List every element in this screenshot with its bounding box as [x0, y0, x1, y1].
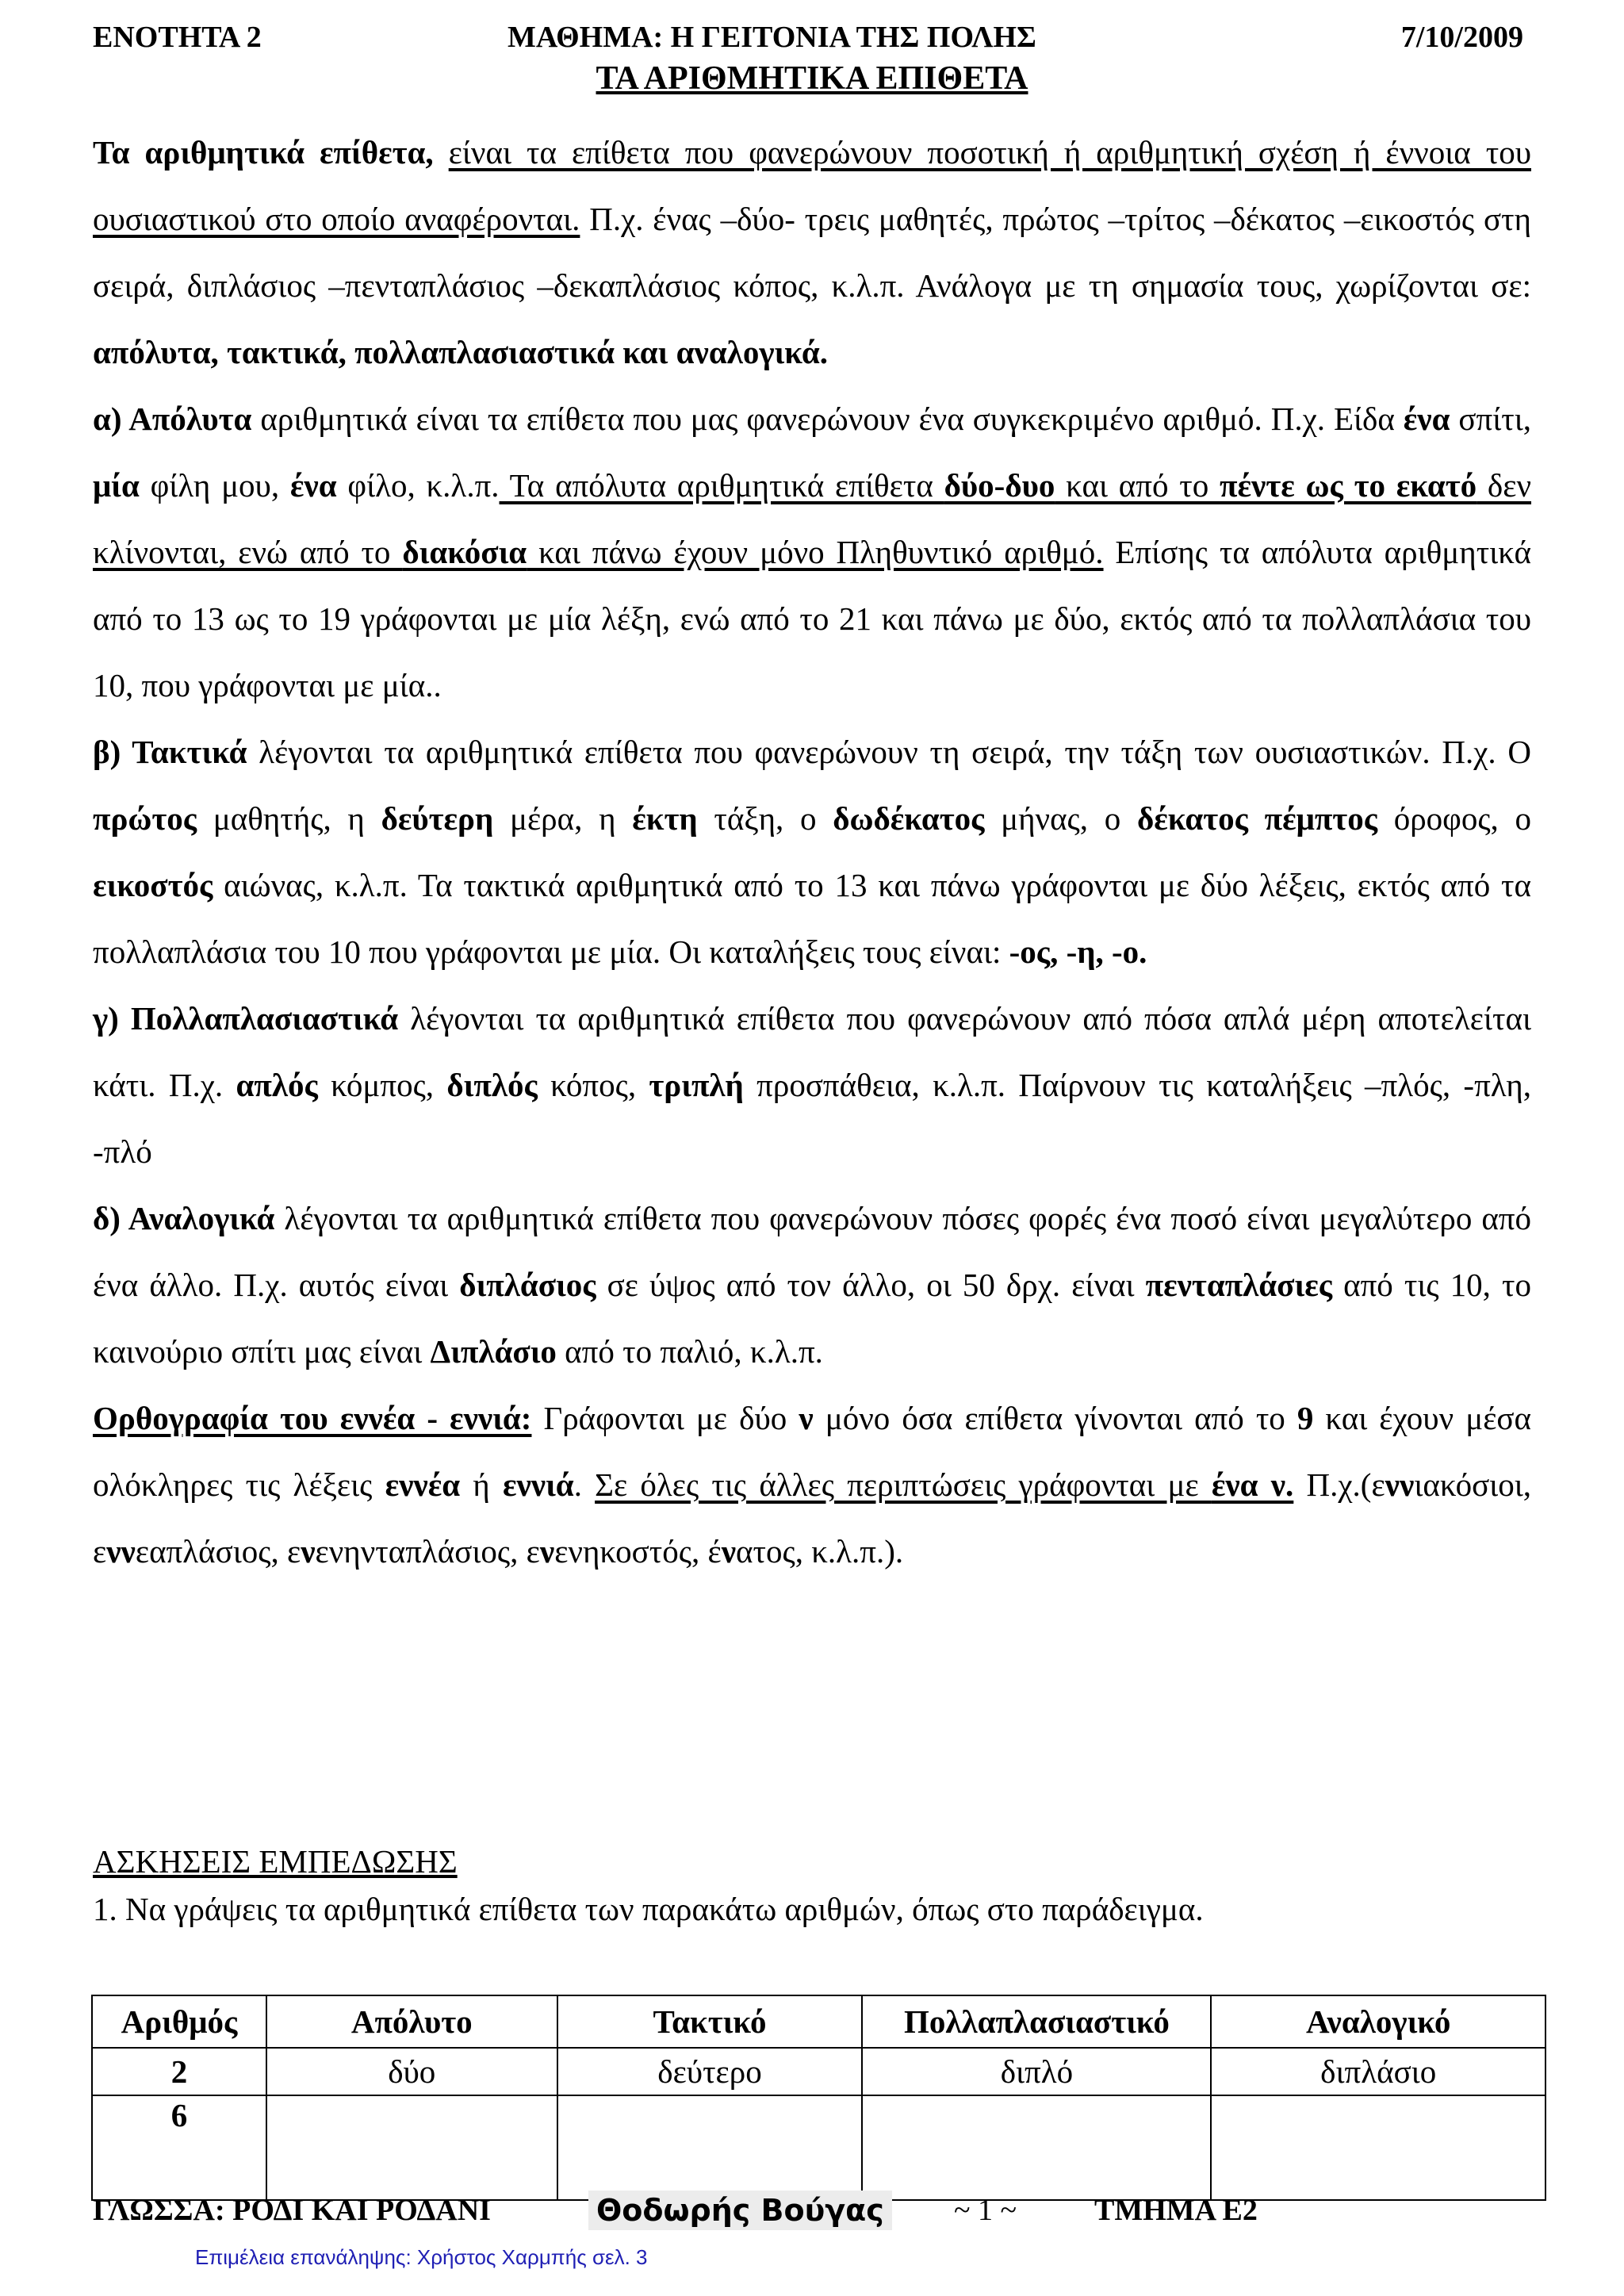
table-cell-number: 6 — [92, 2095, 266, 2200]
text-run: από το παλιό, κ.λ.π. — [556, 1333, 823, 1370]
section-multiplicative — [93, 985, 1531, 1185]
text-run: κόμπος, — [317, 1067, 447, 1103]
column-header: Αναλογικό — [1211, 1995, 1545, 2048]
table-header-row — [92, 1995, 1545, 2048]
text-run: και έχουν μέσα ολόκληρες τις λέξεις — [93, 1400, 1531, 1503]
text-run: δεν κλίνονται, ενώ από το — [93, 467, 1532, 570]
text-run: Τα απόλυτα αριθμητικά επίθετα — [499, 467, 944, 504]
answer-cell[interactable] — [266, 2095, 557, 2200]
spelling-exception — [595, 1466, 1293, 1503]
text-run: ιακόσιοι, ε — [93, 1466, 1531, 1570]
text-run: αιώνας, κ.λ.π. Τα τακτικά αριθμητικά από το 13 και πάνω γράφονται με δύο λέξεις, εκτός από τα πολλαπλάσια του 10 που γράφονται με μία. Οι καταλήξεις τους είναι: — [93, 867, 1531, 970]
text-run: λέγονται τα αριθμητικά επίθετα που φανερώνουν από πόσα απλά μέρη αποτελείται κάτι. Π.χ. — [93, 1000, 1531, 1103]
text-run: Π.χ.(ε — [1293, 1466, 1385, 1503]
text-run: και από το — [1055, 467, 1220, 504]
bold-word: δωδέκατος — [833, 800, 985, 837]
table-row — [92, 2048, 1545, 2095]
bold-word: δύο-δυο — [944, 467, 1055, 504]
text-run: κόπος, — [537, 1067, 649, 1103]
text-run: αριθμητικά είναι τα επίθετα που μας φανερώνουν ένα συγκεκριμένο αριθμό. Π.χ. Είδα — [251, 401, 1404, 437]
text-run: . — [573, 1466, 596, 1503]
bold-word: ένα — [289, 467, 337, 504]
exercise-table — [91, 1995, 1546, 2201]
footer-author: Θοδωρής Βούγας — [588, 2191, 892, 2230]
table-cell: δεύτερο — [557, 2048, 863, 2095]
section-proportional-label: δ) Αναλογικά — [93, 1200, 275, 1236]
footer-credit: Επιμέλεια επανάληψης: Χρήστος Χαρμπής σελ. 3 — [195, 2245, 648, 2269]
bold-word: μία — [93, 467, 140, 504]
bold-word: δεύτερη — [381, 800, 494, 837]
bold-word: ένα ν. — [1211, 1466, 1294, 1503]
bold-word: εικοστός — [93, 867, 213, 903]
page-number: ~ 1 ~ — [954, 2194, 1017, 2227]
footer-subject: ΓΛΩΣΣΑ: ΡΟΔΙ ΚΑΙ ΡΟΔΑΝΙ — [93, 2194, 491, 2227]
section-ordinal — [93, 719, 1531, 985]
section-ordinal-label: β) Τακτικά — [93, 734, 247, 770]
bold-word: εννέα — [385, 1466, 461, 1503]
exercises-heading: ΑΣΚΗΣΕΙΣ ΕΜΠΕΔΩΣΗΣ — [93, 1843, 458, 1880]
text-run: ατος, κ.λ.π.). — [736, 1533, 904, 1570]
section-proportional — [93, 1185, 1531, 1385]
bold-letters: ν — [721, 1533, 737, 1570]
intro-paragraph — [93, 119, 1531, 385]
bold-letters: ν — [301, 1533, 316, 1570]
table-cell: διπλάσιο — [1211, 2048, 1545, 2095]
endings: -ος, -η, -ο. — [1009, 933, 1147, 970]
bold-letters: νν — [106, 1533, 136, 1570]
answer-cell[interactable] — [862, 2095, 1211, 2200]
intro-definition: είναι τα επίθετα που φανερώνουν ποσοτική ή αριθμητική σχέση ή έννοια του ουσιαστικού στο οποίο αναφέρονται. — [93, 134, 1531, 237]
text-run: σπίτι, — [1450, 401, 1532, 437]
intro-categories: απόλυτα, τακτικά, πολλαπλασιαστικά και αναλογικά. — [93, 334, 828, 370]
text-run: τάξη, ο — [697, 800, 833, 837]
bold-letters: ν — [539, 1533, 555, 1570]
column-header: Απόλυτο — [266, 1995, 557, 2048]
text-run: ενηνταπλάσιος, ε — [315, 1533, 540, 1570]
footer-class: ΤΜΗΜΑ Ε2 — [1094, 2194, 1258, 2227]
table-cell: δύο — [266, 2048, 557, 2095]
exercise-instruction: 1. Να γράψεις τα αριθμητικά επίθετα των παρακάτω αριθμών, όπως στο παράδειγμα. — [93, 1891, 1204, 1927]
text-run: φίλο, κ.λ.π. — [336, 467, 500, 504]
spelling-rule — [93, 1385, 1531, 1585]
text-run: σε ύψος από τον άλλο, οι 50 δρχ. είναι — [596, 1267, 1146, 1303]
column-header: Αριθμός — [92, 1995, 266, 2048]
bold-word: πενταπλάσιες — [1145, 1267, 1333, 1303]
unit-label: ΕΝΟΤΗΤΑ 2 — [93, 21, 262, 54]
bold-word: πέντε ως το εκατό — [1220, 467, 1477, 504]
section-multiplicative-label: γ) Πολλαπλασιαστικά — [93, 1000, 399, 1037]
text-run: από τις 10, το καινούριο σπίτι μας είναι — [93, 1267, 1531, 1370]
text-run: φίλη μου, — [139, 467, 290, 504]
column-header: Τακτικό — [557, 1995, 863, 2048]
intro-term: Τα αριθμητικά επίθετα, — [93, 134, 434, 171]
text-run: μέρα, η — [493, 800, 633, 837]
text-run: μόνο όσα επίθετα γίνονται από το — [813, 1400, 1297, 1436]
text-run: εαπλάσιος, ε — [135, 1533, 301, 1570]
table-row — [92, 2095, 1545, 2200]
text-run: Σε όλες τις άλλες περιπτώσεις γράφονται με — [595, 1466, 1212, 1503]
bold-word: διπλάσιος — [459, 1267, 596, 1303]
text-run: Επίσης τα απόλυτα αριθμητικά από το 13 ως το 19 γράφονται με μία λέξη, ενώ από το 21 και πάνω με δύο, εκτός από τα πολλαπλάσια του 10, που γράφονται με μία.. — [93, 534, 1531, 703]
table-cell: διπλό — [862, 2048, 1211, 2095]
text-run: λέγονται τα αριθμητικά επίθετα που φανερώνουν πόσες φορές ένα ποσό είναι μεγαλύτερο από ένα άλλο. Π.χ. αυτός είναι — [93, 1200, 1531, 1303]
text-run: μήνας, ο — [984, 800, 1137, 837]
lesson-title: ΜΑΘΗΜΑ: Η ΓΕΙΤΟΝΙΑ ΤΗΣ ΠΟΛΗΣ — [508, 21, 1036, 54]
bold-word: πρώτος — [93, 800, 197, 837]
bold-word: τριπλή — [649, 1067, 744, 1103]
text-run: Γράφονται με δύο — [531, 1400, 799, 1436]
page-title: ΤΑ ΑΡΙΘΜΗΤΙΚΑ ΕΠΙΘΕΤΑ — [596, 60, 1028, 97]
text-run: προσπάθεια, κ.λ.π. Παίρνουν τις καταλήξεις –πλός, -πλη, -πλό — [93, 1067, 1531, 1170]
bold-word: διακόσια — [402, 534, 527, 570]
bold-word: διπλός — [446, 1067, 538, 1103]
text-run: ή — [460, 1466, 503, 1503]
intro-examples: Π.χ. ένας –δύο- τρεις μαθητές, πρώτος –τρίτος –δέκατος –εικοστός στη σειρά, διπλάσιος –πενταπλάσιος –δεκαπλάσιος κόπος, κ.λ.π. Ανάλογα με τη σημασία τους, χωρίζονται σε: — [93, 201, 1531, 304]
spelling-heading: Ορθογραφία του εννέα - εννιά: — [93, 1400, 532, 1436]
table-cell-number: 2 — [92, 2048, 266, 2095]
text-run: μαθητής, η — [197, 800, 381, 837]
section-absolute — [93, 385, 1531, 719]
bold-word: δέκατος πέμπτος — [1136, 800, 1377, 837]
bold-word: ένα — [1403, 401, 1450, 437]
text-run: όροφος, ο — [1377, 800, 1532, 837]
answer-cell[interactable] — [1211, 2095, 1545, 2200]
bold-word: εννιά — [502, 1466, 574, 1503]
date-label: 7/10/2009 — [1400, 21, 1523, 54]
text-run: ενηκοστός, έ — [554, 1533, 722, 1570]
lesson-body — [93, 119, 1531, 1585]
column-header: Πολλαπλασιαστικό — [862, 1995, 1211, 2048]
answer-cell[interactable] — [557, 2095, 863, 2200]
text-run: και πάνω έχουν μόνο Πληθυντικό αριθμό. — [527, 534, 1104, 570]
bold-word: 9 — [1297, 1400, 1314, 1436]
bold-word: Διπλάσιο — [430, 1333, 557, 1370]
bold-word: απλός — [236, 1067, 318, 1103]
text-run: λέγονται τα αριθμητικά επίθετα που φανερώνουν τη σειρά, την τάξη των ουσιαστικών. Π.χ. Ο — [247, 734, 1531, 770]
bold-word: ν — [799, 1400, 814, 1436]
bold-letters: νν — [1385, 1466, 1415, 1503]
section-absolute-label: α) Απόλυτα — [93, 401, 252, 437]
bold-word: έκτη — [632, 800, 698, 837]
